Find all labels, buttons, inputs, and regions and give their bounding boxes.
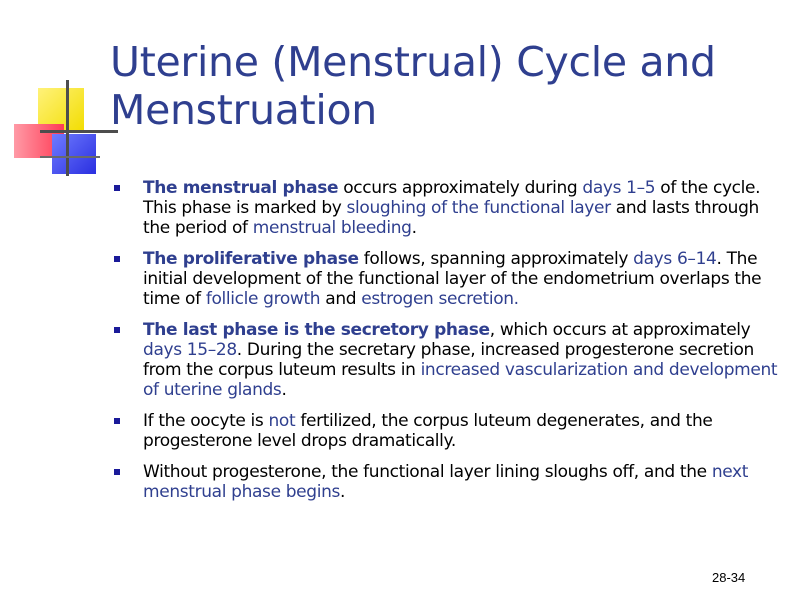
- horizontal-line-decoration-2: [40, 156, 100, 158]
- bullet-item: [112, 411, 782, 451]
- highlighted-text: days 6–14: [633, 249, 717, 269]
- highlighted-text: sloughing of the functional layer: [346, 198, 611, 218]
- bullet-text: follows, spanning approximately: [358, 249, 634, 269]
- bullet-item: [112, 178, 782, 238]
- slide-title: Uterine (Menstrual) Cycle and Menstruation: [110, 38, 716, 134]
- bullet-item: [112, 249, 782, 309]
- bullet-text: of the cycle. This phase is marked by: [143, 178, 761, 218]
- bullet-text: fertilized, the corpus luteum degenerates, and the progesterone level drops dramatically.: [143, 411, 713, 451]
- highlighted-text: follicle growth: [205, 289, 321, 309]
- highlighted-text: The last phase is the secretory phase: [143, 320, 490, 340]
- bullet-text: . The initial development of the functional layer of the endometrium overlaps the time of: [143, 249, 762, 309]
- bullet-square-icon: [114, 469, 120, 475]
- highlighted-text: menstrual bleeding: [252, 218, 412, 238]
- horizontal-line-decoration: [40, 130, 118, 133]
- blue-square-decoration: [52, 134, 96, 174]
- bullet-text: .: [340, 482, 346, 502]
- page-number: 28-34: [712, 570, 746, 585]
- highlighted-text: The proliferative phase: [143, 249, 359, 269]
- bullet-item: [112, 462, 782, 502]
- bullet-text: Without progesterone, the functional layer lining sloughs off, and the: [143, 462, 712, 482]
- bullet-text: .: [281, 380, 287, 400]
- highlighted-text: days 1–5: [582, 178, 656, 198]
- highlighted-text: increased vascularization and development of uterine glands: [143, 360, 778, 400]
- highlighted-text: next menstrual phase begins: [143, 462, 749, 502]
- bullet-text: and lasts through the period of: [143, 198, 759, 238]
- bullet-square-icon: [114, 418, 120, 424]
- bullet-square-icon: [114, 256, 120, 262]
- highlighted-text: not: [268, 411, 296, 431]
- highlighted-text: estrogen secretion.: [361, 289, 519, 309]
- bullet-text: occurs approximately during: [338, 178, 583, 198]
- bullet-square-icon: [114, 327, 120, 333]
- bullet-text: and: [320, 289, 362, 309]
- bullet-text: , which occurs at approximately: [489, 320, 751, 340]
- bullet-text: . During the secretary phase, increased progesterone secretion from the corpus luteum results in: [143, 340, 754, 380]
- bullet-text: If the oocyte is: [143, 411, 269, 431]
- bullet-list: [112, 178, 782, 513]
- highlighted-text: The menstrual phase: [143, 178, 339, 198]
- bullet-square-icon: [114, 185, 120, 191]
- bullet-text: .: [411, 218, 417, 238]
- highlighted-text: days 15–28: [143, 340, 237, 360]
- vertical-line-decoration: [66, 80, 69, 176]
- bullet-item: [112, 320, 782, 400]
